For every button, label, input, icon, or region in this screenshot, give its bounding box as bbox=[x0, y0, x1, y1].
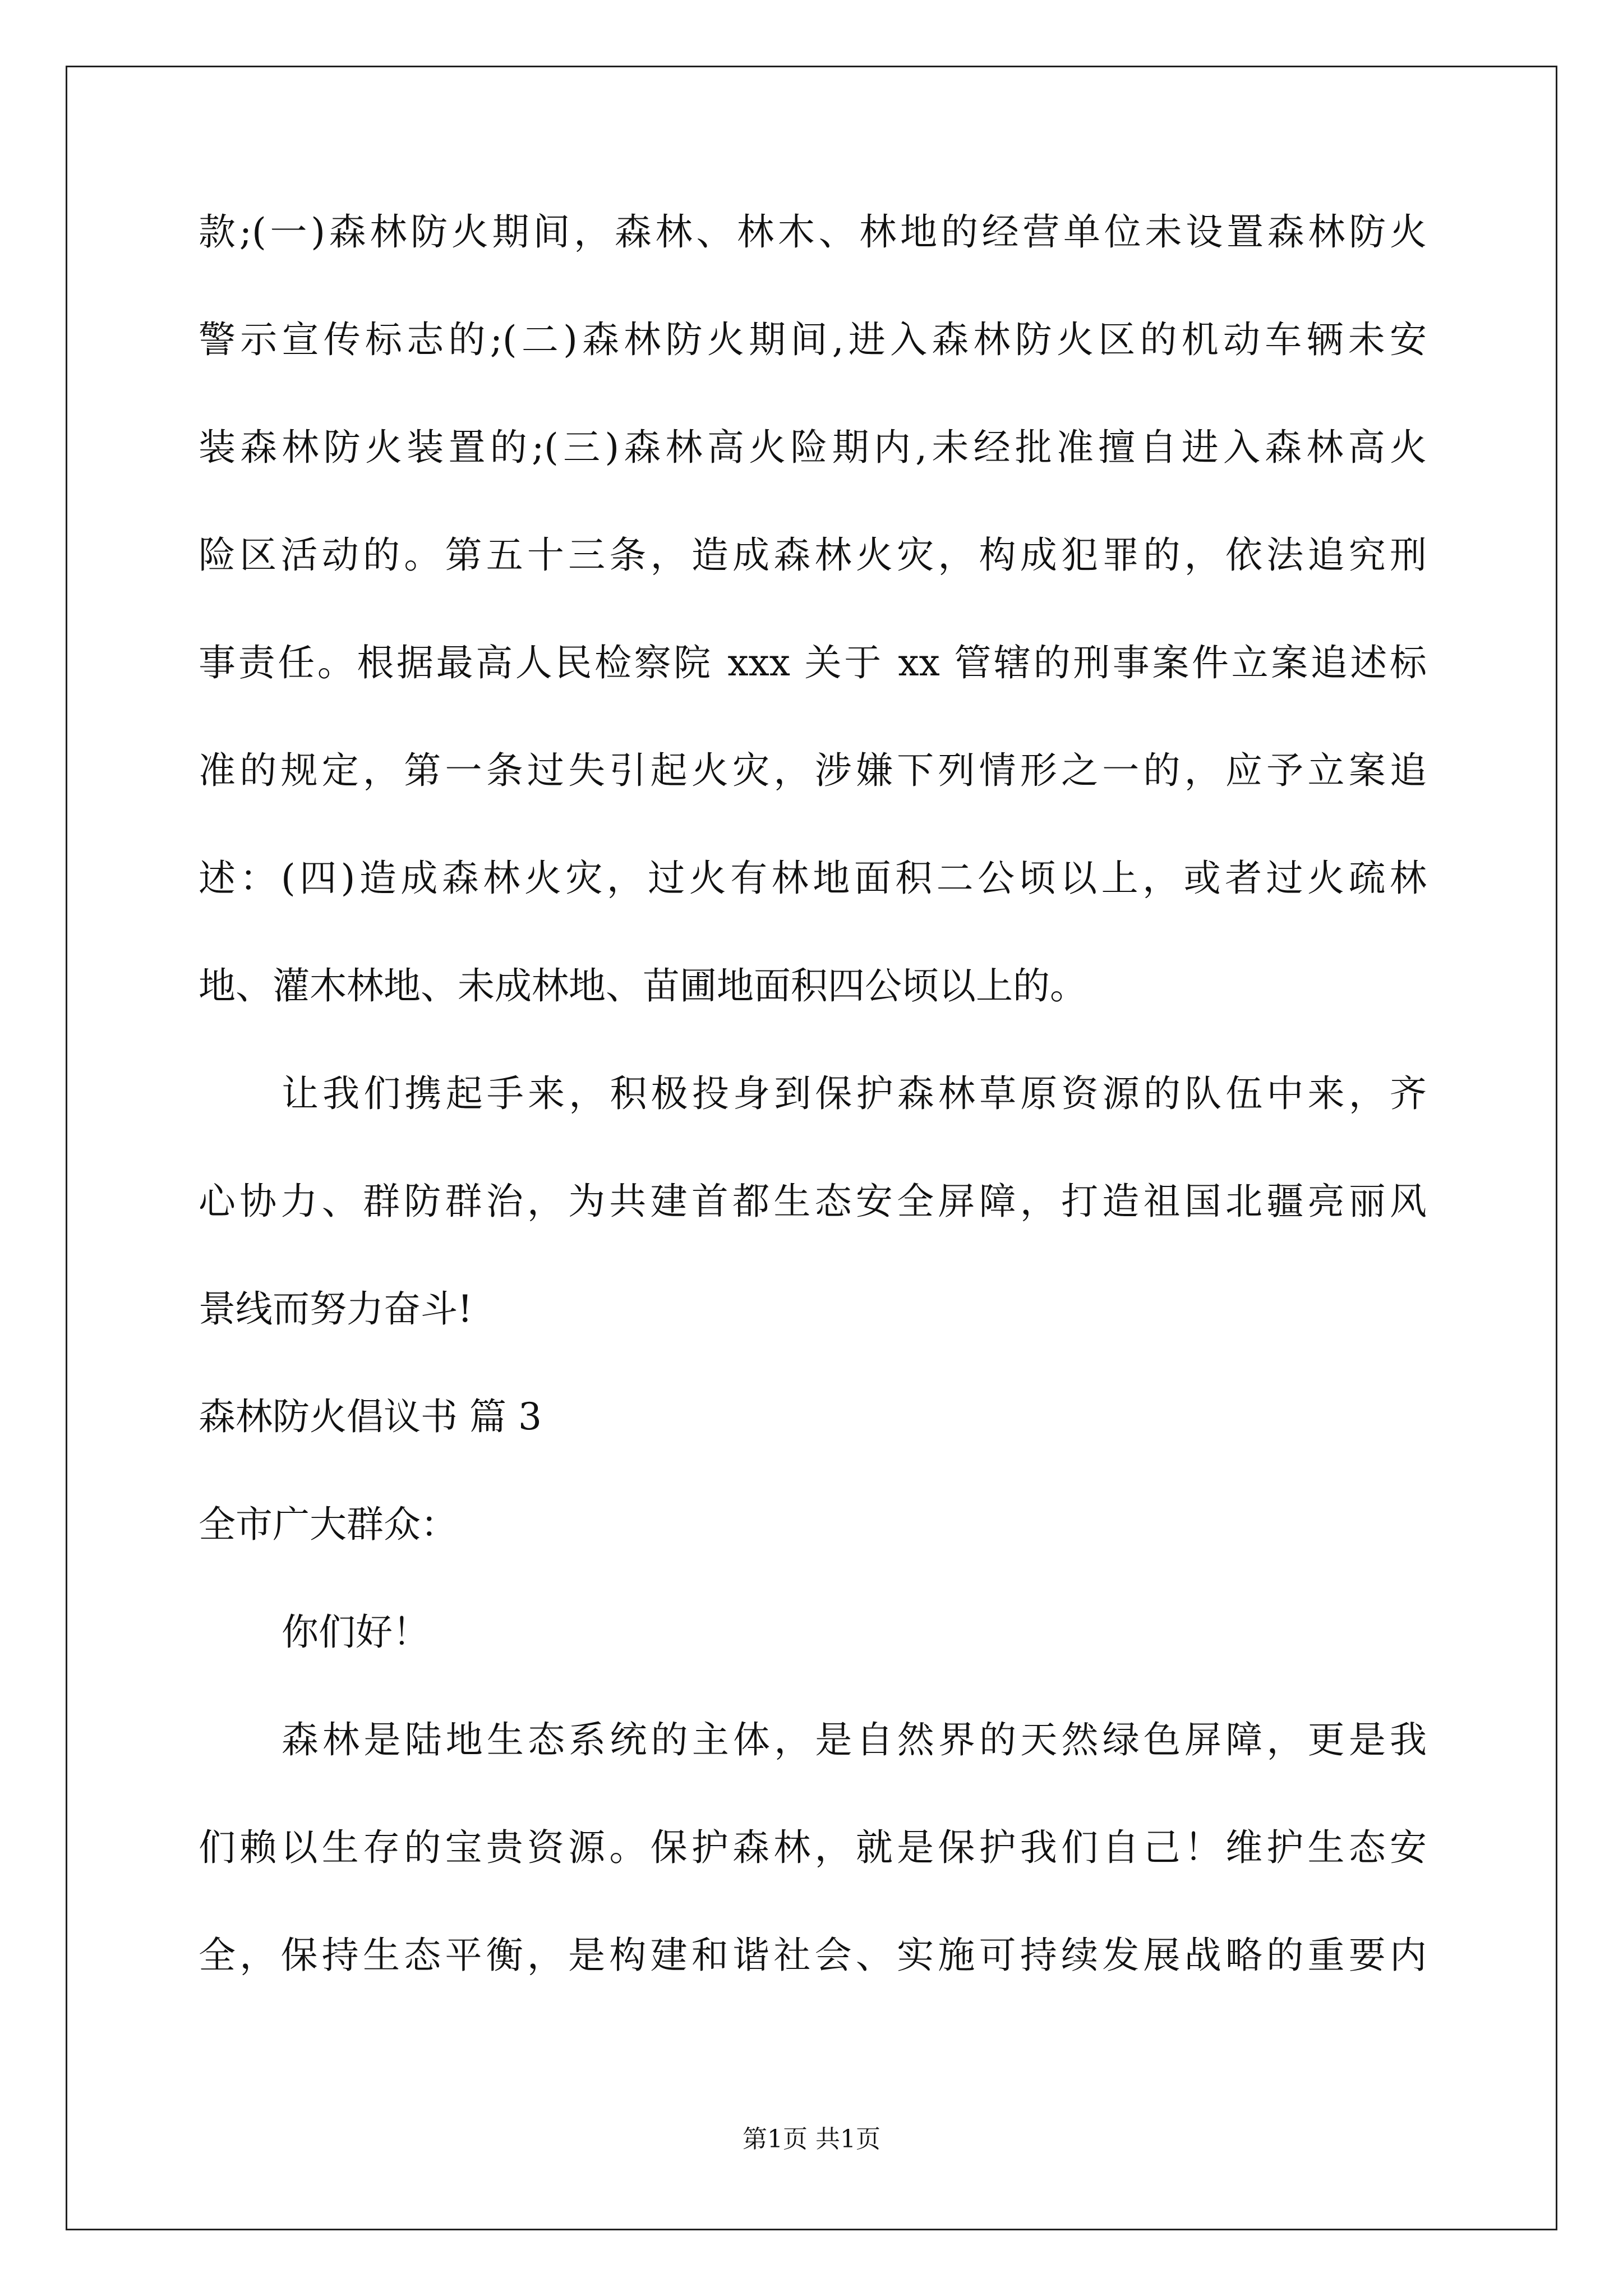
text-line-6: 准的规定，第一条过失引起火灾，涉嫌下列情形之一的，应予立案追 bbox=[199, 749, 1427, 792]
salutation: 全市广大群众： bbox=[199, 1503, 458, 1546]
section-heading: 森林防火倡议书 篇 3 bbox=[199, 1395, 542, 1438]
greeting: 你们好！ bbox=[282, 1611, 430, 1654]
text-line-5: 事责任。根据最高人民检察院 xxx 关于 xx 管辖的刑事案件立案追述标 bbox=[199, 641, 1427, 684]
text-line-16: 们赖以生存的宝贵资源。保护森林，就是保护我们自己！维护生态安 bbox=[199, 1826, 1427, 1869]
text-line-1: 款;(一)森林防火期间，森林、林木、林地的经营单位未设置森林防火 bbox=[199, 210, 1427, 254]
text-line-11: 景线而努力奋斗! bbox=[199, 1287, 473, 1331]
page-footer: 第1页 共1页 bbox=[743, 2125, 880, 2154]
text-line-10: 心协力、群防群治，为共建首都生态安全屏障，打造祖国北疆亮丽风 bbox=[199, 1180, 1427, 1223]
text-line-9: 让我们携起手来，积极投身到保护森林草原资源的队伍中来，齐 bbox=[282, 1072, 1427, 1115]
page-border bbox=[66, 66, 1557, 2230]
text-line-2: 警示宣传标志的;(二)森林防火期间,进入森林防火区的机动车辆未安 bbox=[199, 318, 1427, 361]
text-line-8: 地、灌木林地、未成林地、苗圃地面积四公顷以上的。 bbox=[199, 964, 1087, 1007]
text-line-7: 述：(四)造成森林火灾，过火有林地面积二公顷以上，或者过火疏林 bbox=[199, 857, 1427, 900]
text-line-3: 装森林防火装置的;(三)森林高火险期内,未经批准擅自进入森林高火 bbox=[199, 426, 1427, 469]
text-line-15: 森林是陆地生态系统的主体，是自然界的天然绿色屏障，更是我 bbox=[282, 1718, 1427, 1761]
text-line-17: 全，保持生态平衡，是构建和谐社会、实施可持续发展战略的重要内 bbox=[199, 1934, 1427, 1977]
text-line-4: 险区活动的。第五十三条，造成森林火灾，构成犯罪的，依法追究刑 bbox=[199, 533, 1427, 577]
